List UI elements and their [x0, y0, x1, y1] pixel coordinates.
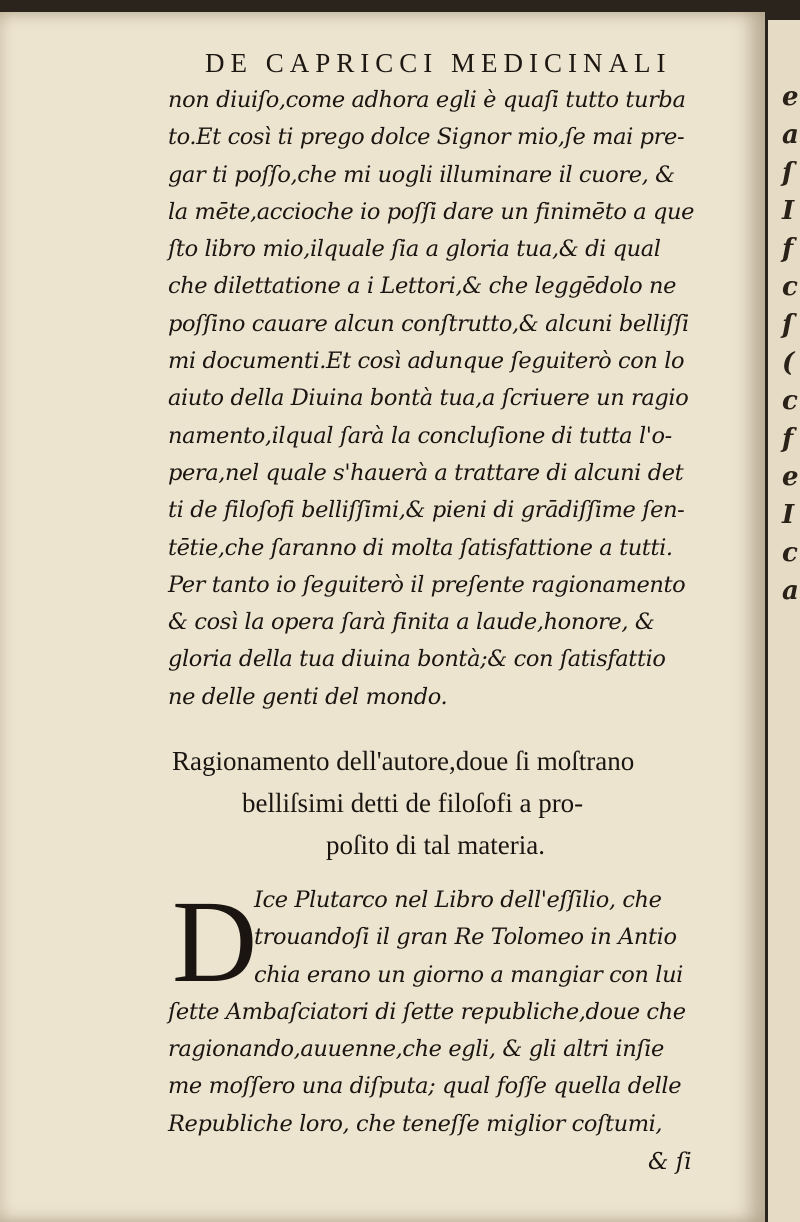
text-line: poſſino cauare alcun conſtrutto,& alcuni belliſſi: [168, 310, 689, 337]
text-line: ragionando,auuenne,che egli, & gli altri inſie: [168, 1036, 664, 1063]
page-fragment: e: [782, 462, 799, 492]
text-line: che dilettatione a i Lettori,& che leggēdolo ne: [168, 273, 677, 300]
text-line: me moſſero una diſputa; qual foſſe quella delle: [168, 1073, 682, 1100]
text-line: ne delle genti del mondo.: [168, 683, 448, 710]
running-head: DE CAPRICCI MEDICINALI: [205, 48, 672, 78]
text-line: la mēte,accioche io poſſi dare un finimēto a que: [168, 198, 695, 225]
page-fragment: I: [782, 500, 795, 530]
text-line: to.Et così ti prego dolce Signor mio,ſe mai pre-: [168, 124, 685, 151]
body-text: [168, 82, 748, 716]
text-line: Republiche loro, che teneſſe miglior coſtumi,: [168, 1110, 663, 1137]
text-line: ſto libro mio,ilquale ſia a gloria tua,& di qual: [168, 236, 661, 263]
text-line: namento,ilqual ſarà la concluſione di tutta l'o-: [168, 422, 672, 449]
text-line: ſette Ambaſciatori di ſette republiche,doue che: [168, 998, 686, 1025]
text-line: chia erano un giorno a mangiar con lui: [254, 961, 683, 988]
text-line: & così la opera ſarà finita a laude,honore, &: [168, 609, 655, 636]
heading-line: Ragionamento dell'autore,doue ſi moſtrano: [172, 746, 635, 776]
page-fragment: ſ: [782, 158, 794, 188]
text-line: gar ti poſſo,che mi uogli illuminare il cuore, &: [168, 161, 675, 188]
text-line: pera,nel quale s'hauerà a trattare di alcuni det: [168, 459, 684, 486]
catchword: & ſi: [648, 1149, 692, 1175]
page-fragment: I: [782, 196, 795, 226]
page-fragment: ſ: [782, 310, 794, 340]
adjacent-page-edge: [768, 20, 800, 1222]
page-fragment: (: [782, 348, 795, 378]
page-fragment: a: [782, 576, 799, 606]
page-fragment: f: [782, 424, 794, 454]
text-line: gloria della tua diuina bontà;& con ſatisfattio: [168, 646, 666, 673]
text-line: non diuiſo,come adhora egli è quaſi tutto turba: [168, 87, 686, 113]
section-heading: [168, 740, 768, 866]
drop-cap: D: [172, 876, 258, 1007]
page-fragment: e: [782, 82, 799, 112]
text-line: trouandoſi il gran Re Tolomeo in Antio: [254, 924, 677, 951]
text-line: Ice Plutarco nel Libro dell'eſſilio, che: [254, 887, 662, 913]
page-fragment: c: [782, 272, 798, 302]
heading-line: poſito di tal materia.: [326, 830, 545, 860]
text-line: mi documenti.Et così adunque ſeguiterò con lo: [168, 348, 685, 375]
text-line: Per tanto io ſeguiterò il preſente ragionamento: [168, 571, 686, 598]
page-fragment: c: [782, 538, 798, 568]
text-line: tētie,che ſaranno di molta ſatisfattione a tutti.: [168, 534, 673, 561]
heading-line: belliſsimi detti de filoſofi a pro-: [242, 788, 584, 818]
page-fragment: c: [782, 386, 798, 416]
book-page: [0, 12, 765, 1222]
chapter-text: [168, 876, 748, 1143]
page-fragment: a: [782, 120, 799, 150]
text-line: ti de filoſofi belliſſimi,& pieni di grādiſſime ſen-: [168, 497, 685, 524]
page-fragment: f: [782, 234, 794, 264]
text-line: aiuto della Diuina bontà tua,a ſcriuere un ragio: [168, 385, 689, 412]
